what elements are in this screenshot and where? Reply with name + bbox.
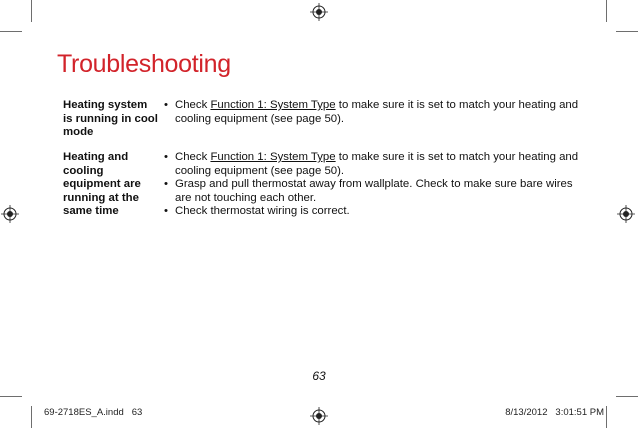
solution-text: Check xyxy=(175,151,211,163)
solution-text: to make sure it is set to match your heating and cooling equipment (see page 50). xyxy=(175,151,579,177)
crop-mark-top-right-h xyxy=(616,31,638,32)
solution-text: Check thermostat wiring is correct. xyxy=(175,205,350,218)
crop-mark-top-left xyxy=(31,0,32,22)
solution-bullet xyxy=(164,151,579,178)
crop-mark-bottom-left xyxy=(31,406,32,428)
crop-mark-bottom-left-h xyxy=(0,396,22,397)
function-link[interactable]: Function 1: System Type xyxy=(210,151,336,163)
crop-mark-bottom-right-h xyxy=(616,396,638,397)
problem-heading: Heating and cooling equipment are running at the same time xyxy=(63,151,141,218)
troubleshooting-row xyxy=(63,99,583,143)
registration-mark-icon xyxy=(310,407,328,425)
solution-list xyxy=(164,99,579,126)
solution-text: Check xyxy=(175,99,211,111)
solution-list xyxy=(164,151,579,219)
registration-mark-icon xyxy=(617,205,635,223)
solution-text: Grasp and pull thermostat away from wallplate. Check to make sure bare wires are not touching each other. xyxy=(175,178,573,204)
registration-mark-icon xyxy=(310,3,328,21)
solution-bullet xyxy=(164,178,579,205)
crop-mark-top-left-h xyxy=(0,31,22,32)
page-title: Troubleshooting xyxy=(57,50,231,78)
function-link[interactable]: Function 1: System Type xyxy=(210,99,336,111)
slug-timestamp xyxy=(505,407,604,418)
slug-file-page: 63 xyxy=(131,407,143,418)
solution-bullet xyxy=(164,99,579,126)
slug-time: 3:01:51 PM xyxy=(555,407,604,418)
crop-mark-bottom-right xyxy=(606,406,607,428)
page-number: 63 xyxy=(312,369,326,383)
registration-mark-icon xyxy=(1,205,19,223)
solution-text: to make sure it is set to match your heating and cooling equipment (see page 50). xyxy=(175,99,579,125)
crop-mark-top-right xyxy=(606,0,607,22)
slug-filename: 69-2718ES_A.indd xyxy=(44,407,124,418)
slug-date: 8/13/2012 xyxy=(505,407,548,418)
troubleshooting-row xyxy=(63,151,583,223)
problem-heading: Heating system is running in cool mode xyxy=(63,99,158,139)
solution-bullet xyxy=(164,205,579,219)
slug-file xyxy=(44,407,142,418)
